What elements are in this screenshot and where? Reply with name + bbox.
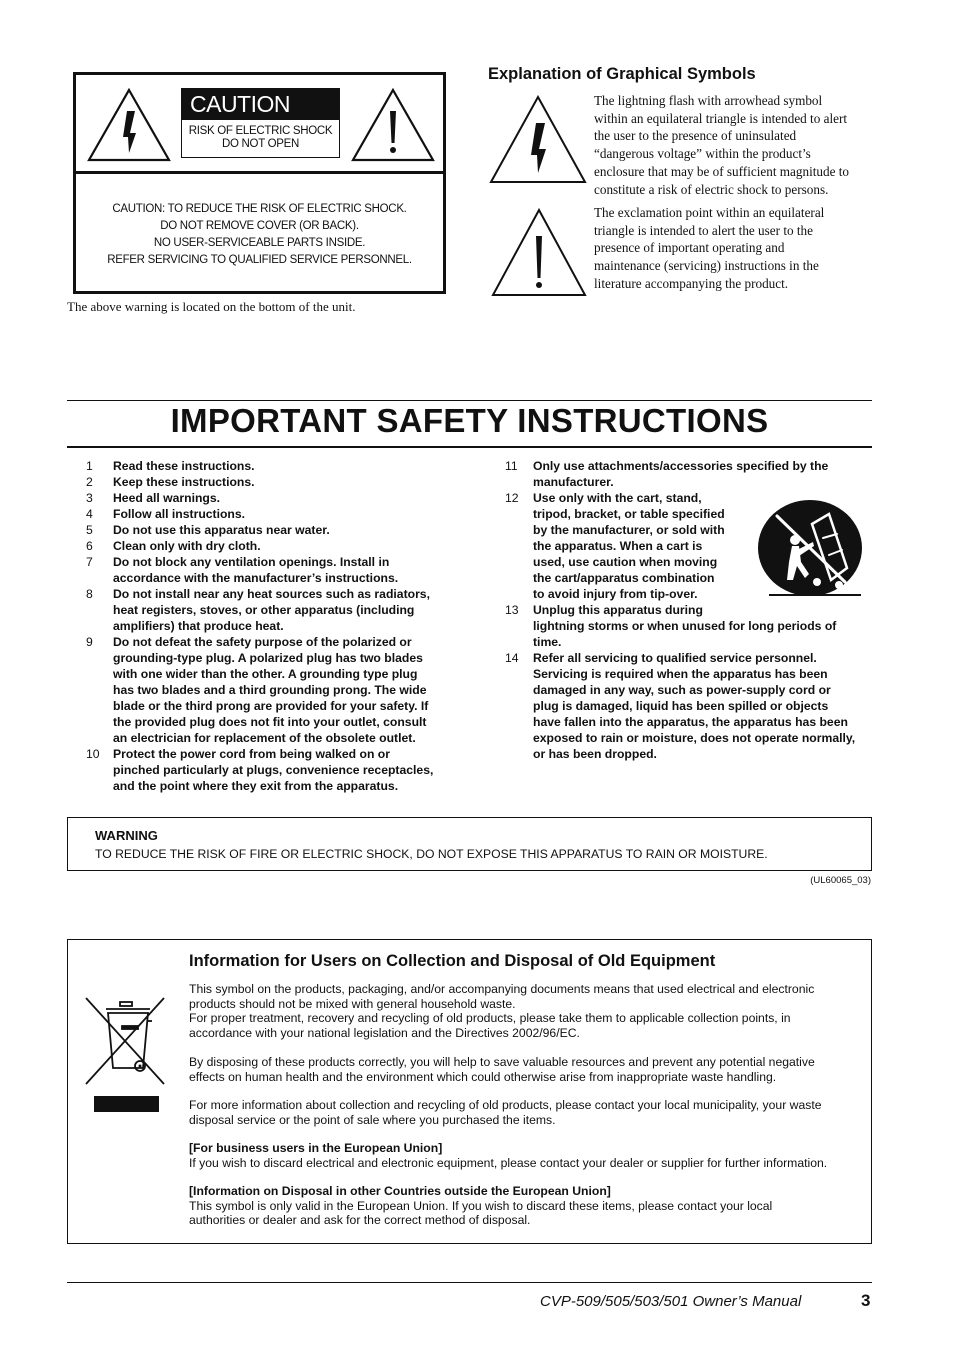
instruction-text-line: grounding-type plug. A polarized plug has two blades [113, 651, 423, 665]
divider [67, 400, 872, 401]
instruction-text-line: manufacturer. [533, 475, 614, 489]
disposal-paragraph-2 [189, 1055, 861, 1084]
text-line: constitute a risk of electric shock to persons. [594, 181, 829, 197]
instruction-text-line: damaged in any way, such as power-supply cord or [533, 683, 831, 697]
instruction-text-line: tripod, bracket, or table specified [533, 507, 725, 521]
text-line: within an equilateral triangle is intended to alert [594, 110, 848, 126]
instruction-text-line: to avoid injury from tip-over. [533, 587, 698, 601]
crossed-out-bin-icon [84, 996, 168, 1096]
lightning-explanation [594, 92, 876, 198]
instruction-text-line: the cart/apparatus combination [533, 571, 715, 585]
page-number: 3 [861, 1291, 871, 1310]
text-line: The exclamation point within an equilateral [594, 205, 825, 220]
instruction-text-line: have fallen into the apparatus, the apparatus has been [533, 715, 848, 729]
section-heading: [For business users in the European Union] [189, 1141, 443, 1155]
instruction-text-line: Heed all warnings. [113, 491, 221, 505]
warning-box [67, 817, 872, 871]
exclamation-symbol-icon [491, 208, 587, 298]
instruction-text-line: with one wider than the other. A grounding type plug [113, 667, 418, 681]
exclamation-explanation [594, 204, 876, 293]
instruction-text-line: time. [533, 635, 562, 649]
instruction-number: 8 [86, 587, 93, 601]
text-line: triangle is intended to alert the user to the [594, 222, 813, 238]
caution-title: CAUTION [182, 89, 339, 120]
instruction-text-line: Servicing is required when the apparatus has been [533, 667, 828, 681]
instruction-text-line: pinched particularly at plugs, convenience receptacles, [113, 763, 434, 777]
instruction-text-line: an electrician for replacement of the obsolete outlet. [113, 731, 416, 745]
instruction-text-line: heat registers, stoves, or other apparatus (including [113, 603, 415, 617]
instruction-text-line: Refer all servicing to qualified service personnel. [533, 651, 817, 665]
exclamation-warning-icon [350, 87, 436, 163]
business-users-section [189, 1141, 861, 1170]
text-line: effects on human health and the environment which could otherwise arise from inappropriate waste handling. [189, 1069, 777, 1084]
caution-line: NO USER-SERVICEABLE PARTS INSIDE. [153, 237, 366, 249]
cart-tipover-warning-icon [757, 500, 865, 598]
text-line: authorities or dealer and ask for the correct method of disposal. [189, 1213, 531, 1228]
warning-title: WARNING [95, 828, 158, 843]
text-line: This symbol is only valid in the European Union. If you wish to discard these items, please contact your local [189, 1198, 773, 1213]
text-line: The lightning flash with arrowhead symbol [594, 93, 823, 108]
instruction-number: 1 [86, 459, 93, 473]
caution-line: CAUTION: TO REDUCE THE RISK OF ELECTRIC SHOCK. [112, 203, 407, 215]
instruction-number: 7 [86, 555, 93, 569]
instruction-number: 14 [505, 651, 519, 665]
instruction-text-line: has two blades and a third grounding prong. The wide [113, 683, 427, 697]
caution-line: DO NOT REMOVE COVER (OR BACK). [160, 220, 359, 232]
disposal-paragraph-1 [189, 982, 861, 1040]
lightning-warning-icon [86, 87, 172, 163]
text-line: For proper treatment, recovery and recycling of old products, please take them to applicable collection points, in [189, 1011, 791, 1026]
caution-subtitle [182, 125, 339, 151]
text-line: disposal service or the point of sale where you purchased the items. [189, 1112, 556, 1127]
text-line: enclosure that may be of sufficient magnitude to [594, 163, 850, 179]
caution-text [76, 201, 443, 269]
instruction-text-line: Protect the power cord from being walked on or [113, 747, 390, 761]
text-line: maintenance (servicing) instructions in the [594, 258, 819, 274]
instruction-text-line: plug is damaged, liquid has been spilled or objects [533, 699, 829, 713]
instruction-text-line: Only use attachments/accessories specified by the [533, 459, 829, 473]
warning-text: TO REDUCE THE RISK OF FIRE OR ELECTRIC SHOCK, DO NOT EXPOSE THIS APPARATUS TO RAIN OR MOISTURE. [95, 847, 768, 861]
instruction-text-line: accordance with the manufacturer’s instructions. [113, 571, 399, 585]
text-line: “dangerous voltage” within the product’s [594, 146, 811, 162]
instruction-text-line: Do not install near any heat sources such as radiators, [113, 587, 430, 601]
instruction-number: 5 [86, 523, 93, 537]
instruction-number: 11 [505, 459, 518, 473]
disposal-title: Information for Users on Collection and Disposal of Old Equipment [189, 952, 716, 970]
text-line: literature accompanying the product. [594, 275, 789, 291]
divider [67, 446, 872, 448]
caution-label-panel [73, 72, 446, 294]
instruction-number: 2 [86, 475, 93, 489]
caution-line: REFER SERVICING TO QUALIFIED SERVICE PERSONNEL. [107, 254, 412, 266]
text-line: For more information about collection and recycling of old products, please contact your local municipality, your waste [189, 1098, 822, 1112]
black-bar-marker [94, 1096, 159, 1112]
text-line: accordance with your national legislation and the Directives 2002/96/EC. [189, 1025, 580, 1040]
caution-subtitle-line: DO NOT OPEN [222, 138, 299, 150]
instruction-number: 9 [86, 635, 93, 649]
caution-label [181, 88, 340, 158]
text-line: presence of important operating and [594, 240, 785, 256]
instruction-text-line: and the point where they exit from the apparatus. [113, 779, 399, 793]
text-line: products should not be mixed with general household waste. [189, 996, 516, 1011]
instruction-text-line: used, use caution when moving [533, 555, 718, 569]
instruction-number: 4 [86, 507, 93, 521]
instruction-number: 12 [505, 491, 519, 505]
text-line: If you wish to discard electrical and electronic equipment, please contact your dealer or supplier for further information. [189, 1155, 828, 1170]
instruction-text-line: Follow all instructions. [113, 507, 246, 521]
disposal-info-box [67, 939, 872, 1244]
section-heading: [Information on Disposal in other Countries outside the European Union] [189, 1184, 611, 1198]
instruction-text-line: Do not use this apparatus near water. [113, 523, 330, 537]
instruction-text-line: Do not block any ventilation openings. Install in [113, 555, 390, 569]
instruction-text-line: by the manufacturer, or sold with [533, 523, 725, 537]
instruction-number: 6 [86, 539, 93, 553]
instruction-text-line: Read these instructions. [113, 459, 255, 473]
instruction-text-line: the apparatus. When a cart is [533, 539, 703, 553]
instruction-text-line: amplifiers) that produce heat. [113, 619, 284, 633]
instruction-text-line: lightning storms or when unused for long periods of [533, 619, 837, 633]
disposal-paragraph-3 [189, 1098, 861, 1127]
text-line: This symbol on the products, packaging, and/or accompanying documents means that used electrical and electronic [189, 982, 815, 996]
caution-subtitle-line: RISK OF ELECTRIC SHOCK [188, 125, 333, 137]
instruction-text-line: or has been dropped. [533, 747, 657, 761]
instruction-text-line: Unplug this apparatus during [533, 603, 703, 617]
divider [76, 171, 443, 174]
caution-location-note: The above warning is located on the bottom of the unit. [67, 299, 356, 314]
explanation-title: Explanation of Graphical Symbols [488, 65, 756, 83]
instruction-number: 13 [505, 603, 519, 617]
page-title: IMPORTANT SAFETY INSTRUCTIONS [170, 402, 769, 439]
outside-eu-section [189, 1184, 861, 1228]
text-line: the user to the presence of uninsulated [594, 128, 797, 144]
instruction-text-line: Clean only with dry cloth. [113, 539, 261, 553]
instruction-text-line: Do not defeat the safety purpose of the polarized or [113, 635, 412, 649]
instruction-text-line: blade or the third prong are provided for your safety. If [113, 699, 429, 713]
lightning-symbol-icon [489, 95, 587, 185]
instruction-text-line: exposed to rain or moisture, does not operate normally, [533, 731, 856, 745]
instruction-number: 10 [86, 747, 100, 761]
manual-title: CVP-509/505/503/501 Owner’s Manual [540, 1293, 802, 1310]
text-line: By disposing of these products correctly, you will help to save valuable resources and prevent any potential negative [189, 1055, 815, 1069]
divider [67, 1282, 872, 1283]
instruction-text-line: Use only with the cart, stand, [533, 491, 702, 505]
instruction-number: 3 [86, 491, 93, 505]
instruction-text-line: the provided plug does not fit into your outlet, consult [113, 715, 427, 729]
document-code: (UL60065_03) [810, 875, 871, 886]
instruction-text-line: Keep these instructions. [113, 475, 255, 489]
